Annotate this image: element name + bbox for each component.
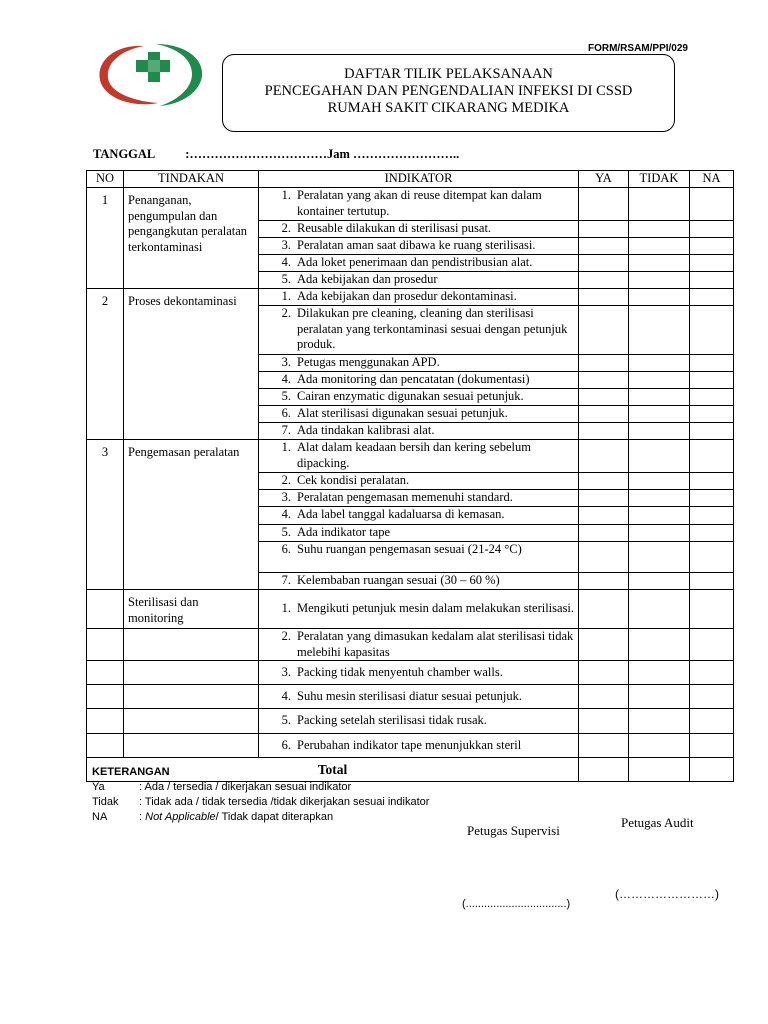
- indikator-text: Peralatan yang dimasukan kedalam alat sterilisasi tidak melebihi kapasitas: [297, 629, 574, 659]
- check-cell-ya[interactable]: [579, 272, 629, 289]
- check-cell-ya[interactable]: [579, 188, 629, 221]
- check-cell-tidak[interactable]: [629, 525, 690, 542]
- check-cell-na[interactable]: [690, 685, 734, 709]
- check-cell-ya[interactable]: [579, 255, 629, 272]
- legend-key: Tidak: [92, 796, 119, 808]
- check-cell-ya[interactable]: [579, 372, 629, 389]
- indikator-cell: [259, 272, 579, 289]
- check-cell-na[interactable]: [690, 306, 734, 355]
- row-number: [87, 734, 124, 758]
- check-cell-tidak[interactable]: [629, 590, 690, 629]
- check-cell-na[interactable]: [690, 590, 734, 629]
- check-cell-tidak[interactable]: [629, 272, 690, 289]
- indikator-number: 3.: [281, 664, 291, 679]
- tindakan-cell: [124, 709, 259, 734]
- indikator-number: 2.: [281, 473, 291, 487]
- check-cell-tidak[interactable]: [629, 423, 690, 440]
- col-header-na: NA: [690, 171, 734, 188]
- indikator-cell: [259, 355, 579, 372]
- row-number: 3: [87, 440, 124, 590]
- indikator-cell: [259, 440, 579, 473]
- supervisor-signature-line[interactable]: (.................................): [462, 898, 571, 910]
- indikator-number: 4.: [281, 507, 291, 521]
- indikator-text: Petugas menggunakan APD.: [297, 355, 440, 369]
- indikator-number: 4.: [281, 372, 291, 386]
- indikator-text: Peralatan yang akan di reuse ditempat kan dalam kontainer tertutup.: [297, 188, 542, 218]
- check-cell-ya[interactable]: [579, 629, 629, 661]
- check-cell-tidak[interactable]: [629, 542, 690, 573]
- check-cell-tidak[interactable]: [629, 238, 690, 255]
- indikator-number: 6.: [281, 737, 291, 752]
- check-cell-tidak[interactable]: [629, 440, 690, 473]
- indikator-number: 2.: [281, 221, 291, 235]
- table-header-row: [87, 171, 734, 188]
- check-cell-na[interactable]: [690, 289, 734, 306]
- tindakan-cell: Penanganan, pengumpulan dan pengangkutan peralatan terkontaminasi: [124, 188, 259, 289]
- table-row: [87, 289, 734, 306]
- legend-desc-suffix: / Tidak dapat diterapkan: [215, 811, 334, 823]
- check-cell-ya[interactable]: [579, 734, 629, 758]
- indikator-cell: [259, 423, 579, 440]
- indikator-cell: [259, 629, 579, 661]
- check-cell-tidak[interactable]: [629, 221, 690, 238]
- check-cell-na[interactable]: [690, 542, 734, 573]
- legend-desc: : Tidak ada / tidak tersedia /tidak dikerjakan sesuai indikator: [139, 796, 430, 808]
- check-cell-tidak[interactable]: [629, 406, 690, 423]
- indikator-cell: [259, 490, 579, 507]
- check-cell-na[interactable]: [690, 272, 734, 289]
- check-cell-ya[interactable]: [579, 440, 629, 473]
- check-cell-ya[interactable]: [579, 525, 629, 542]
- check-cell-ya[interactable]: [579, 542, 629, 573]
- col-header-indikator: INDIKATOR: [259, 171, 579, 188]
- indikator-text: Peralatan aman saat dibawa ke ruang sterilisasi.: [297, 238, 536, 252]
- indikator-number: 7.: [281, 423, 291, 437]
- indikator-number: 5.: [281, 525, 291, 539]
- indikator-number: 1.: [281, 188, 291, 202]
- check-cell-na[interactable]: [690, 440, 734, 473]
- row-number: [87, 661, 124, 685]
- check-cell-na[interactable]: [690, 629, 734, 661]
- indikator-number: 3.: [281, 355, 291, 369]
- check-cell-ya[interactable]: [579, 590, 629, 629]
- indikator-number: 2.: [281, 306, 291, 320]
- indikator-cell: [259, 221, 579, 238]
- legend-title: KETERANGAN: [92, 766, 170, 778]
- col-header-tindakan: TINDAKAN: [124, 171, 259, 188]
- total-tidak-cell[interactable]: [629, 758, 690, 782]
- indikator-cell: [259, 289, 579, 306]
- check-cell-ya[interactable]: [579, 507, 629, 525]
- tindakan-cell: Sterilisasi dan monitoring: [124, 590, 259, 629]
- indikator-cell: [259, 525, 579, 542]
- row-number: [87, 629, 124, 661]
- check-cell-na[interactable]: [690, 355, 734, 372]
- check-cell-tidak[interactable]: [629, 507, 690, 525]
- indikator-cell: [259, 661, 579, 685]
- check-cell-na[interactable]: [690, 734, 734, 758]
- total-ya-cell[interactable]: [579, 758, 629, 782]
- check-cell-tidak[interactable]: [629, 490, 690, 507]
- check-cell-ya[interactable]: [579, 406, 629, 423]
- title-box: [222, 54, 675, 132]
- indikator-text: Reusable dilakukan di sterilisasi pusat.: [297, 221, 492, 235]
- check-cell-tidak[interactable]: [629, 188, 690, 221]
- indikator-cell: [259, 255, 579, 272]
- indikator-text: Cek kondisi peralatan.: [297, 473, 410, 487]
- check-cell-ya[interactable]: [579, 423, 629, 440]
- indikator-text: Perubahan indikator tape menunjukkan steril: [297, 737, 522, 752]
- table-row: [87, 629, 734, 661]
- indikator-number: 1.: [281, 440, 291, 454]
- check-cell-na[interactable]: [690, 255, 734, 272]
- tindakan-cell: [124, 734, 259, 758]
- check-cell-na[interactable]: [690, 661, 734, 685]
- date-label: TANGGAL: [93, 147, 156, 161]
- indikator-text: Mengikuti petunjuk mesin dalam melakukan sterilisasi.: [297, 601, 575, 616]
- indikator-text: Ada kebijakan dan prosedur: [297, 272, 438, 286]
- check-cell-ya[interactable]: [579, 355, 629, 372]
- legend-item: [92, 780, 429, 795]
- table-row: [87, 590, 734, 629]
- auditor-signature-line[interactable]: (……………………): [615, 887, 719, 901]
- row-number: 1: [87, 188, 124, 289]
- row-number: 2: [87, 289, 124, 440]
- supervisor-label: Petugas Supervisi: [467, 823, 560, 838]
- check-cell-na[interactable]: [690, 238, 734, 255]
- check-cell-tidak[interactable]: [629, 289, 690, 306]
- check-cell-tidak[interactable]: [629, 355, 690, 372]
- indikator-number: 5.: [281, 389, 291, 403]
- indikator-number: 3.: [281, 238, 291, 252]
- indikator-text: Kelembaban ruangan sesuai (30 – 60 %): [297, 573, 500, 588]
- col-header-ya: YA: [579, 171, 629, 188]
- tindakan-cell: [124, 661, 259, 685]
- check-cell-na[interactable]: [690, 406, 734, 423]
- indikator-text: Ada indikator tape: [297, 525, 391, 539]
- tindakan-cell: [124, 629, 259, 661]
- check-cell-ya[interactable]: [579, 238, 629, 255]
- legend-key: Ya: [92, 781, 105, 793]
- check-cell-na[interactable]: [690, 473, 734, 490]
- check-cell-tidak[interactable]: [629, 573, 690, 590]
- check-cell-tidak[interactable]: [629, 255, 690, 272]
- row-number: [87, 709, 124, 734]
- indikator-number: 5.: [281, 272, 291, 286]
- check-cell-na[interactable]: [690, 221, 734, 238]
- title-line-3: RUMAH SAKIT CIKARANG MEDIKA: [327, 100, 570, 116]
- check-cell-ya[interactable]: [579, 289, 629, 306]
- indikator-number: 4.: [281, 688, 291, 703]
- legend-item: [92, 810, 429, 825]
- legend-desc-italic: Not Applicable: [145, 811, 216, 823]
- indikator-cell: [259, 372, 579, 389]
- indikator-text: Peralatan pengemasan memenuhi standard.: [297, 490, 513, 504]
- check-cell-tidak[interactable]: [629, 473, 690, 490]
- indikator-cell: [259, 306, 579, 355]
- check-cell-ya[interactable]: [579, 661, 629, 685]
- col-header-tidak: TIDAK: [629, 171, 690, 188]
- legend-desc: :: [139, 811, 146, 823]
- total-label: Total: [87, 758, 579, 782]
- indikator-number: 6.: [281, 542, 291, 556]
- table-row: [87, 709, 734, 734]
- check-cell-na[interactable]: [690, 389, 734, 406]
- indikator-number: 1.: [281, 289, 291, 303]
- tindakan-cell: Pengemasan peralatan: [124, 440, 259, 590]
- check-cell-tidak[interactable]: [629, 734, 690, 758]
- check-cell-ya[interactable]: [579, 389, 629, 406]
- indikator-text: Suhu mesin sterilisasi diatur sesuai petunjuk.: [297, 688, 522, 703]
- table-row: [87, 440, 734, 473]
- check-cell-na[interactable]: [690, 709, 734, 734]
- total-na-cell[interactable]: [690, 758, 734, 782]
- check-cell-tidak[interactable]: [629, 685, 690, 709]
- indikator-text: Suhu ruangan pengemasan sesuai (21-24 °C): [297, 542, 522, 556]
- check-cell-tidak[interactable]: [629, 661, 690, 685]
- legend: [92, 765, 429, 825]
- indikator-text: Alat sterilisasi digunakan sesuai petunjuk.: [297, 406, 508, 420]
- indikator-cell: [259, 238, 579, 255]
- legend-key: NA: [92, 811, 108, 823]
- tindakan-cell: [124, 685, 259, 709]
- indikator-cell: [259, 685, 579, 709]
- row-number: [87, 590, 124, 629]
- date-field[interactable]: :……………………………Jam ……………………..: [185, 147, 460, 161]
- indikator-number: 5.: [281, 713, 291, 728]
- check-cell-na[interactable]: [690, 372, 734, 389]
- table-row: [87, 188, 734, 221]
- check-cell-ya[interactable]: [579, 573, 629, 590]
- indikator-text: Cairan enzymatic digunakan sesuai petunjuk.: [297, 389, 524, 403]
- check-cell-na[interactable]: [690, 423, 734, 440]
- indikator-text: Ada loket penerimaan dan pendistribusian alat.: [297, 255, 533, 269]
- check-cell-tidak[interactable]: [629, 389, 690, 406]
- col-header-no: NO: [87, 171, 124, 188]
- check-cell-na[interactable]: [690, 507, 734, 525]
- legend-item: [92, 795, 429, 810]
- indikator-number: 1.: [281, 601, 291, 616]
- indikator-cell: [259, 406, 579, 423]
- check-cell-na[interactable]: [690, 573, 734, 590]
- indikator-number: 2.: [281, 629, 291, 643]
- indikator-cell: [259, 709, 579, 734]
- indikator-number: 7.: [281, 573, 291, 588]
- indikator-text: Dilakukan pre cleaning, cleaning dan sterilisasi peralatan yang terkontaminasi sesuai dengan petunjuk produk.: [297, 306, 568, 351]
- indikator-cell: [259, 188, 579, 221]
- check-cell-tidak[interactable]: [629, 306, 690, 355]
- check-cell-tidak[interactable]: [629, 372, 690, 389]
- check-cell-ya[interactable]: [579, 685, 629, 709]
- check-cell-ya[interactable]: [579, 490, 629, 507]
- title-line-2: PENCEGAHAN DAN PENGENDALIAN INFEKSI DI CSSD: [264, 83, 633, 99]
- indikator-number: 4.: [281, 255, 291, 269]
- check-cell-ya[interactable]: [579, 306, 629, 355]
- checklist-table: [86, 170, 734, 782]
- legend-desc: : Ada / tersedia / dikerjakan sesuai indikator: [139, 781, 352, 793]
- indikator-cell: [259, 507, 579, 525]
- indikator-text: Ada kebijakan dan prosedur dekontaminasi.: [297, 289, 517, 303]
- indikator-text: Packing tidak menyentuh chamber walls.: [297, 664, 503, 679]
- indikator-cell: [259, 473, 579, 490]
- indikator-cell: [259, 573, 579, 590]
- hospital-logo: [94, 40, 206, 110]
- title-line-1: DAFTAR TILIK PELAKSANAAN: [344, 66, 553, 82]
- form-code: FORM/RSAM/PPI/029: [587, 43, 688, 54]
- date-line: [93, 147, 459, 162]
- tindakan-cell: Proses dekontaminasi: [124, 289, 259, 440]
- check-cell-ya[interactable]: [579, 473, 629, 490]
- indikator-cell: [259, 734, 579, 758]
- indikator-text: Packing setelah sterilisasi tidak rusak.: [297, 713, 487, 728]
- check-cell-ya[interactable]: [579, 709, 629, 734]
- indikator-number: 3.: [281, 490, 291, 504]
- indikator-number: 6.: [281, 406, 291, 420]
- table-row: [87, 685, 734, 709]
- indikator-cell: [259, 389, 579, 406]
- indikator-text: Alat dalam keadaan bersih dan kering sebelum dipacking.: [297, 440, 531, 470]
- auditor-label: Petugas Audit: [621, 815, 694, 830]
- check-cell-ya[interactable]: [579, 221, 629, 238]
- row-number: [87, 685, 124, 709]
- check-cell-na[interactable]: [690, 490, 734, 507]
- indikator-text: Ada tindakan kalibrasi alat.: [297, 423, 435, 437]
- indikator-text: Ada monitoring dan pencatatan (dokumentasi): [297, 372, 530, 386]
- check-cell-tidak[interactable]: [629, 709, 690, 734]
- check-cell-tidak[interactable]: [629, 629, 690, 661]
- indikator-text: Ada label tanggal kadaluarsa di kemasan.: [297, 507, 505, 521]
- check-cell-na[interactable]: [690, 188, 734, 221]
- indikator-cell: [259, 542, 579, 573]
- check-cell-na[interactable]: [690, 525, 734, 542]
- table-row: [87, 661, 734, 685]
- indikator-cell: [259, 590, 579, 629]
- table-row: [87, 734, 734, 758]
